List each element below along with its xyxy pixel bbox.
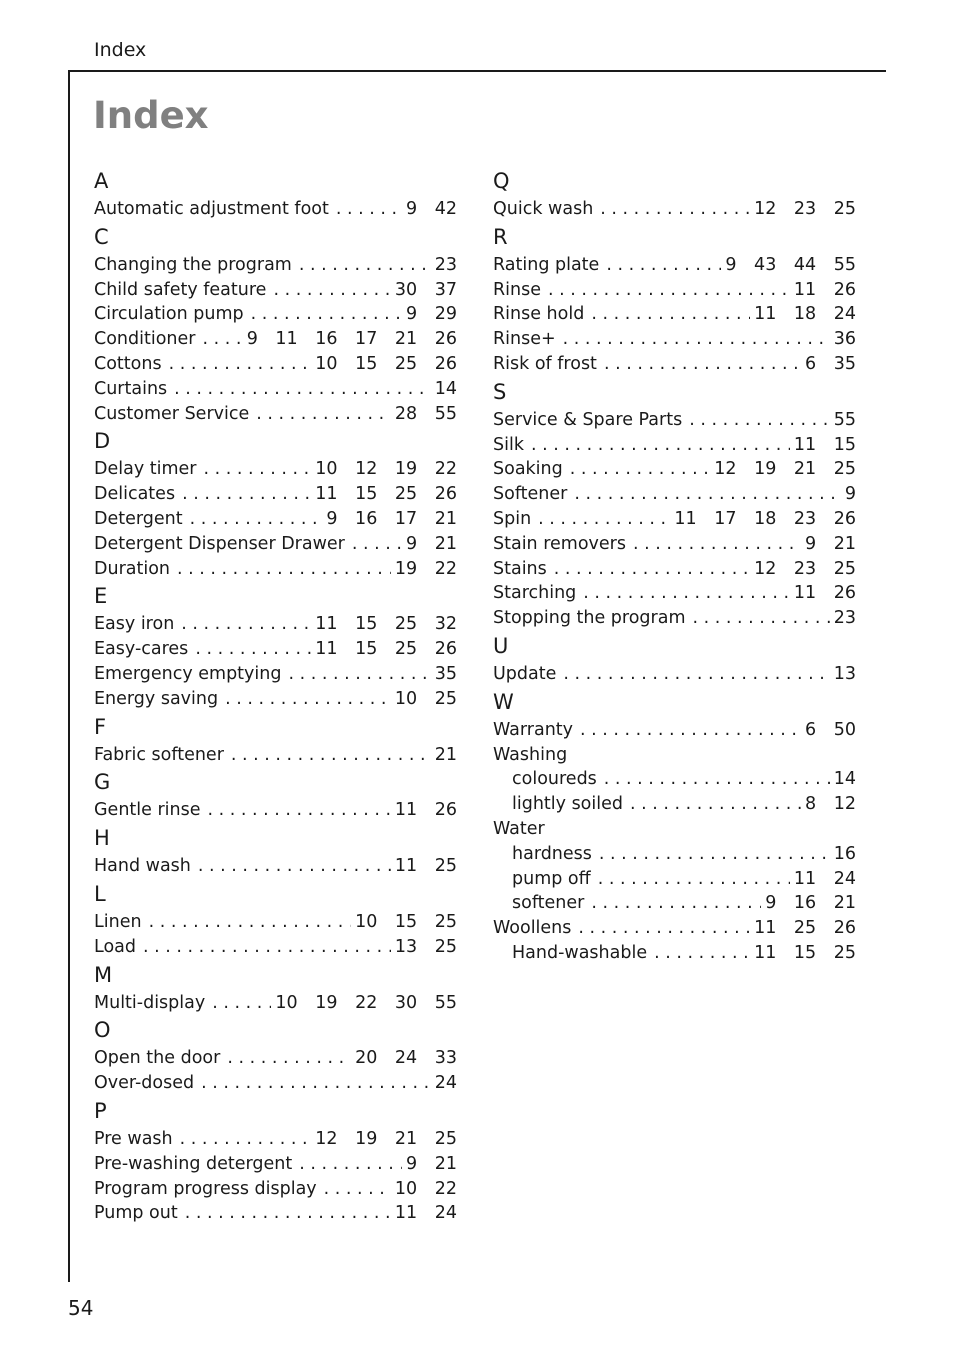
index-section	[493, 631, 856, 687]
entry-pages: 10 15 25 26	[315, 353, 457, 374]
entry-pages: 11 24	[793, 868, 856, 889]
index-entry	[493, 662, 856, 687]
running-header: Index	[94, 39, 147, 61]
index-subentry	[493, 792, 856, 817]
entry-term: Multi-display	[94, 992, 206, 1013]
entry-term: Update	[493, 663, 557, 684]
index-entry	[493, 817, 856, 842]
index-section	[493, 222, 856, 377]
entry-term: Automatic adjustment foot	[94, 199, 329, 219]
entry-term: Curtains	[94, 378, 168, 399]
entry-pages: 9 16 21	[765, 893, 856, 914]
dot-leader	[693, 606, 830, 631]
index-section	[493, 687, 856, 966]
dot-leader	[599, 842, 830, 867]
index-entry	[493, 532, 856, 557]
index-section	[94, 823, 457, 879]
dot-leader	[604, 767, 830, 792]
entry-pages: 12 19 21 25	[315, 1128, 457, 1149]
entry-term: Washing	[493, 744, 568, 765]
section-letter: D	[94, 429, 111, 454]
entry-pages: 9 11 16 17 21 26	[246, 329, 457, 350]
section-letter: Q	[493, 169, 510, 193]
dot-leader	[630, 792, 801, 817]
entry-term: Service & Spare Parts	[493, 409, 683, 430]
dot-leader	[180, 1127, 312, 1152]
index-entry	[94, 910, 457, 935]
entry-pages: 12 23 25	[754, 558, 856, 579]
header-rule	[68, 70, 886, 72]
index-section	[94, 1015, 457, 1096]
entry-pages: 6 35	[805, 353, 856, 374]
index-entry	[493, 302, 856, 327]
dot-leader	[583, 581, 790, 606]
index-entry	[94, 637, 457, 662]
dot-leader	[633, 532, 801, 557]
entry-pages: 10 22	[394, 1178, 457, 1199]
entry-term: hardness	[512, 843, 592, 864]
index-entry	[493, 557, 856, 582]
index-entry	[493, 507, 856, 532]
entry-term: Gentle rinse	[94, 800, 201, 821]
entry-pages: 16	[833, 843, 856, 864]
entry-term: Woollens	[493, 918, 572, 939]
entry-pages: 11 26	[793, 583, 856, 604]
entry-pages: 6 50	[805, 719, 856, 740]
entry-term: Softener	[493, 484, 568, 505]
entry-term: Cottons	[94, 353, 162, 374]
section-letter: O	[94, 1018, 111, 1043]
dot-leader	[149, 910, 352, 935]
entry-term: Customer Service	[94, 403, 250, 424]
dot-leader	[143, 935, 391, 960]
dot-leader	[299, 1152, 402, 1177]
dot-leader	[273, 278, 390, 303]
dot-leader	[591, 891, 761, 916]
dot-leader	[231, 743, 431, 768]
dot-leader	[580, 718, 801, 743]
index-entry	[493, 278, 856, 303]
dot-leader	[689, 408, 830, 433]
entry-term: pump off	[512, 868, 591, 889]
dot-leader	[352, 532, 402, 557]
entry-pages: 9 43 44 55	[725, 254, 856, 275]
dot-leader	[227, 1046, 351, 1071]
dot-leader	[591, 302, 750, 327]
entry-term: Rinse	[493, 279, 541, 300]
dot-leader	[531, 433, 790, 458]
dot-leader	[554, 557, 750, 582]
dot-leader	[606, 253, 721, 278]
dot-leader	[182, 482, 311, 507]
section-letter: S	[493, 379, 507, 404]
dot-leader	[177, 557, 391, 582]
entry-pages: 11 15 25	[754, 942, 856, 963]
index-entry	[94, 1177, 457, 1202]
entry-term: Stopping the program	[493, 608, 686, 629]
entry-term: Delicates	[94, 484, 176, 505]
entry-pages: 21	[434, 744, 457, 765]
dot-leader	[208, 798, 391, 823]
entry-pages: 9 16 17 21	[326, 508, 457, 529]
index-entry	[94, 1071, 457, 1096]
section-letter: M	[94, 962, 113, 987]
entry-pages: 24	[434, 1073, 457, 1094]
dot-leader	[598, 867, 790, 892]
index-entry	[94, 457, 457, 482]
entry-term: Energy saving	[94, 688, 219, 709]
entry-pages: 36	[833, 329, 856, 350]
dot-leader	[251, 302, 402, 327]
entry-term: Detergent	[94, 508, 183, 529]
index-section	[94, 879, 457, 960]
entry-term: Silk	[493, 434, 524, 455]
entry-term: Pre wash	[94, 1128, 173, 1149]
entry-term: Soaking	[493, 459, 563, 480]
section-letter: A	[94, 169, 109, 193]
dot-leader	[202, 327, 242, 352]
dot-leader	[299, 253, 431, 278]
index-entry	[94, 327, 457, 352]
index-entry	[94, 532, 457, 557]
index-entry	[94, 482, 457, 507]
index-entry	[493, 197, 856, 222]
entry-term: Fabric softener	[94, 744, 224, 765]
entry-pages: 10 25	[394, 688, 457, 709]
entry-term: coloureds	[512, 769, 597, 790]
index-entry	[493, 718, 856, 743]
index-entry	[493, 352, 856, 377]
entry-term: Linen	[94, 911, 142, 932]
entry-pages: 9 21	[406, 1153, 457, 1174]
dot-leader	[604, 352, 801, 377]
index-entry	[493, 457, 856, 482]
index-entry	[94, 1152, 457, 1177]
dot-leader	[190, 507, 323, 532]
entry-pages: 10 15 25	[355, 911, 457, 932]
entry-term: Rinse+	[493, 329, 556, 350]
entry-pages: 20 24 33	[355, 1048, 457, 1069]
entry-term: Pump out	[94, 1203, 178, 1224]
index-section	[94, 222, 457, 427]
entry-term: Pre-washing detergent	[94, 1153, 293, 1174]
entry-term: Easy iron	[94, 614, 175, 635]
index-entry	[493, 482, 856, 507]
dot-leader	[181, 612, 311, 637]
index-entry	[94, 798, 457, 823]
section-letter: L	[94, 881, 106, 906]
entry-pages: 10 19 22 30 55	[275, 992, 457, 1013]
entry-term: Quick wash	[493, 199, 594, 219]
dot-leader	[256, 402, 391, 427]
index-subentry	[493, 767, 856, 792]
entry-pages: 12 23 25	[754, 199, 856, 219]
entry-term: Emergency emptying	[94, 663, 282, 684]
entry-term: Hand wash	[94, 856, 191, 877]
index-entry	[493, 408, 856, 433]
index-entry	[94, 557, 457, 582]
index-subentry	[493, 941, 856, 966]
index-column-left	[94, 166, 457, 1226]
entry-term: Spin	[493, 508, 532, 529]
entry-pages: 12 19 21 25	[714, 459, 856, 480]
dot-leader	[174, 377, 431, 402]
index-section	[94, 767, 457, 823]
entry-pages: 35	[434, 663, 457, 684]
entry-term: Rinse hold	[493, 304, 585, 325]
entry-term: Risk of frost	[493, 353, 597, 374]
index-entry	[94, 302, 457, 327]
section-letter: U	[493, 633, 509, 658]
section-letter: P	[94, 1098, 107, 1123]
index-subentry	[493, 842, 856, 867]
entry-pages: 23	[434, 254, 457, 275]
index-section	[94, 581, 457, 711]
index-entry	[94, 278, 457, 303]
entry-term: Duration	[94, 558, 171, 579]
index-entry	[493, 581, 856, 606]
index-subentry	[493, 891, 856, 916]
entry-term: Detergent Dispenser Drawer	[94, 533, 345, 554]
index-section	[94, 166, 457, 222]
section-letter: E	[94, 584, 108, 609]
entry-term: Starching	[493, 583, 577, 604]
index-section	[94, 1096, 457, 1226]
entry-pages: 14	[833, 769, 856, 790]
index-entry	[493, 606, 856, 631]
dot-leader	[570, 457, 710, 482]
entry-term: Delay timer	[94, 459, 197, 480]
index-entry	[94, 197, 457, 222]
index-section	[94, 426, 457, 581]
index-entry	[94, 935, 457, 960]
entry-pages: 9 21	[805, 533, 856, 554]
dot-leader	[548, 278, 790, 303]
index-entry	[94, 253, 457, 278]
entry-pages: 11 15 25 26	[315, 639, 457, 660]
entry-term: Stain removers	[493, 533, 626, 554]
entry-term: lightly soiled	[512, 794, 623, 815]
dot-leader	[336, 197, 402, 222]
dot-leader	[288, 662, 430, 687]
entry-term: Hand-washable	[512, 942, 648, 963]
entry-term: softener	[512, 893, 585, 914]
entry-term: Conditioner	[94, 329, 196, 350]
entry-pages: 11 26	[394, 800, 457, 821]
entry-pages: 28 55	[394, 403, 457, 424]
entry-term: Water	[493, 818, 545, 839]
section-letter: C	[94, 224, 109, 249]
index-entry	[94, 1127, 457, 1152]
entry-pages: 11 26	[793, 279, 856, 300]
index-entry	[493, 253, 856, 278]
dot-leader	[578, 916, 750, 941]
entry-pages: 9 21	[406, 533, 457, 554]
index-entry	[493, 433, 856, 458]
entry-pages: 14	[434, 378, 457, 399]
dot-leader	[212, 991, 271, 1016]
entry-term: Over-dosed	[94, 1073, 195, 1094]
entry-pages: 11 18 24	[754, 304, 856, 325]
index-entry	[94, 854, 457, 879]
dot-leader	[195, 637, 311, 662]
index-entry	[493, 327, 856, 352]
entry-pages: 19 22	[394, 558, 457, 579]
entry-pages: 11 17 18 23 26	[674, 508, 856, 529]
index-section	[493, 166, 856, 222]
index-entry	[94, 402, 457, 427]
index-column-right	[493, 166, 856, 966]
section-letter: G	[94, 770, 111, 795]
dot-leader	[538, 507, 670, 532]
section-letter: F	[94, 714, 107, 739]
index-entry	[94, 507, 457, 532]
entry-term: Rating plate	[493, 254, 600, 275]
entry-term: Changing the program	[94, 254, 292, 275]
index-section	[94, 960, 457, 1016]
index-entry	[94, 662, 457, 687]
entry-pages: 9 42	[406, 199, 457, 219]
entry-pages: 11 15 25 32	[315, 614, 457, 635]
dot-leader	[324, 1177, 391, 1202]
dot-leader	[654, 941, 750, 966]
dot-leader	[225, 687, 391, 712]
dot-leader	[169, 352, 312, 377]
index-entry	[94, 612, 457, 637]
dot-leader	[574, 482, 841, 507]
section-letter: R	[493, 224, 508, 249]
entry-term: Open the door	[94, 1048, 221, 1069]
index-subentry	[493, 867, 856, 892]
entry-pages: 30 37	[394, 279, 457, 300]
index-entry	[493, 916, 856, 941]
entry-term: Circulation pump	[94, 304, 244, 325]
entry-pages: 11 25	[394, 856, 457, 877]
entry-pages: 55	[833, 409, 856, 430]
index-section	[94, 712, 457, 768]
dot-leader	[563, 327, 830, 352]
index-entry	[493, 743, 856, 768]
entry-pages: 23	[833, 608, 856, 629]
index-entry	[94, 1046, 457, 1071]
page-number: 54	[68, 1296, 94, 1320]
dot-leader	[201, 1071, 431, 1096]
entry-pages: 9 29	[406, 304, 457, 325]
index-entry	[94, 377, 457, 402]
index-section	[493, 377, 856, 631]
entry-term: Stains	[493, 558, 547, 579]
section-letter: H	[94, 826, 110, 851]
margin-rule	[68, 70, 70, 1282]
entry-pages: 11 15	[793, 434, 856, 455]
entry-pages: 11 15 25 26	[315, 484, 457, 505]
dot-leader	[600, 197, 750, 222]
index-entry	[94, 352, 457, 377]
entry-term: Child safety feature	[94, 279, 267, 300]
entry-term: Program progress display	[94, 1178, 317, 1199]
entry-term: Warranty	[493, 719, 574, 740]
entry-pages: 11 25 26	[754, 918, 856, 939]
dot-leader	[563, 662, 829, 687]
entry-term: Easy-cares	[94, 639, 189, 660]
dot-leader	[203, 457, 311, 482]
dot-leader	[185, 1201, 391, 1226]
section-letter: W	[493, 689, 514, 714]
index-entry	[94, 1201, 457, 1226]
index-entry	[94, 687, 457, 712]
entry-pages: 13	[833, 663, 856, 684]
entry-term: Load	[94, 936, 136, 957]
entry-pages: 9	[844, 484, 856, 505]
entry-pages: 8 12	[805, 794, 856, 815]
entry-pages: 11 24	[394, 1203, 457, 1224]
entry-pages: 13 25	[394, 936, 457, 957]
dot-leader	[198, 854, 391, 879]
entry-pages: 10 12 19 22	[315, 459, 457, 480]
index-entry	[94, 991, 457, 1016]
index-entry	[94, 743, 457, 768]
page-title: Index	[93, 94, 209, 137]
